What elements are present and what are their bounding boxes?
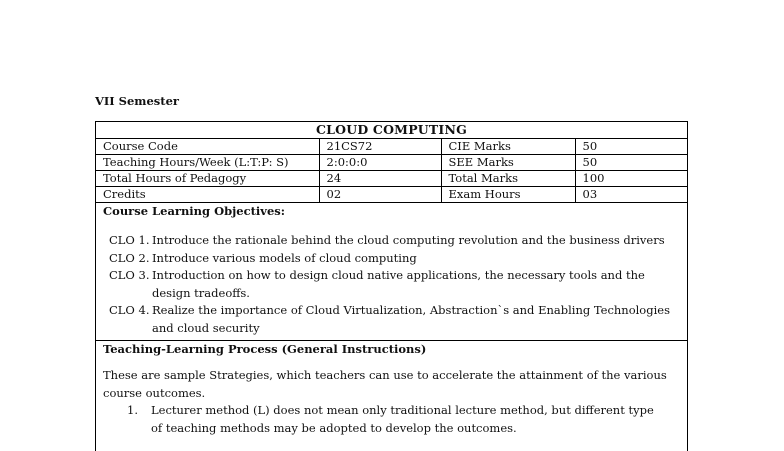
table-cell: SEE Marks [441,155,575,171]
table-cell: Exam Hours [441,187,575,203]
list-item [109,302,687,337]
item-text: Lecturer method (L) does not mean only traditional lecture method, but different type of teaching methods may be adopted to develop the outcomes. [151,403,654,435]
clo-text: Introduction on how to design cloud native applications, the necessary tools and the design tradeoffs. [152,268,645,300]
clo-code: CLO 3. [109,268,150,282]
table-cell: 03 [575,187,687,203]
teaching-intro: These are sample Strategies, which teachers can use to accelerate the attainment of the various course outcomes. [103,368,667,400]
table-cell: 50 [575,155,687,171]
table-row [96,171,687,187]
table-cell: 02 [319,187,441,203]
objectives-list [96,232,687,337]
clo-text: Realize the importance of Cloud Virtualization, Abstraction`s and Enabling Technologies and cloud security [152,303,670,335]
clo-text: Introduce various models of cloud computing [152,250,417,265]
table-cell: 21CS72 [319,139,441,155]
table-cell: Credits [96,187,319,203]
item-number: 1. [127,403,138,417]
table-cell: Teaching Hours/Week (L:T:P: S) [96,155,319,171]
teaching-list [96,402,687,437]
list-item [109,232,687,250]
course-info-table [96,139,687,203]
table-cell: Total Hours of Pedagogy [96,171,319,187]
table-cell: 50 [575,139,687,155]
semester-label: VII Semester [95,94,179,108]
table-row [96,139,687,155]
list-item [127,402,687,437]
clo-text: Introduce the rationale behind the cloud computing revolution and the business drivers [152,233,665,247]
list-item [109,250,687,268]
table-cell: 24 [319,171,441,187]
table-cell: Total Marks [441,171,575,187]
table-cell: 2:0:0:0 [319,155,441,171]
course-title: CLOUD COMPUTING [96,122,687,139]
table-cell: CIE Marks [441,139,575,155]
list-item [109,267,687,302]
clo-code: CLO 4. [109,303,150,317]
course-details-box [95,121,688,451]
clo-code: CLO 1. [109,233,150,247]
table-row [96,187,687,203]
objectives-heading: Course Learning Objectives: [103,204,286,218]
clo-code: CLO 2. [109,250,150,265]
table-cell: 100 [575,171,687,187]
teaching-heading: Teaching-Learning Process (General Instructions) [103,342,427,356]
table-row [96,155,687,171]
table-cell: Course Code [96,139,319,155]
